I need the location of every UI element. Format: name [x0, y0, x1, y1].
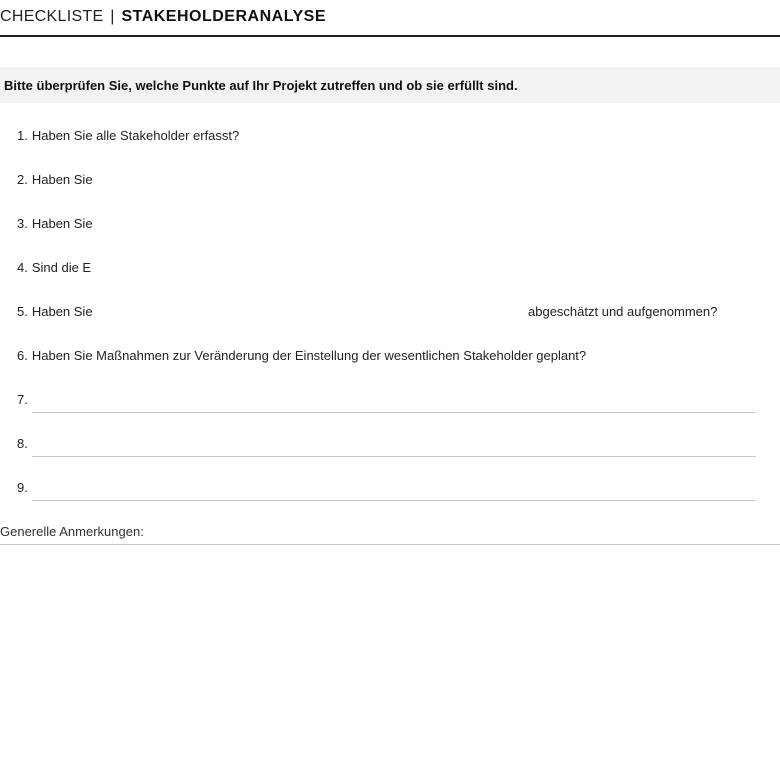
item-number: 9. [17, 480, 28, 495]
item-number: 8. [17, 436, 28, 451]
item-number: 4. [17, 260, 28, 275]
remarks-label: Generelle Anmerkungen: [0, 524, 144, 539]
checklist-item-9 [17, 480, 28, 495]
title-checkliste: CHECKLISTE [0, 8, 104, 25]
item-text: Haben Sie Maßnahmen zur Veränderung der Einstellung der wesentlichen Stakeholder geplant? [31, 348, 587, 363]
item-text: Haben Sie [31, 304, 93, 319]
item-text: Haben Sie [31, 216, 93, 231]
checklist-item-7 [17, 392, 28, 407]
checklist-item-3 [17, 216, 93, 231]
title-separator: | [110, 8, 115, 25]
page-header [0, 0, 780, 37]
blank-answer-line-8[interactable] [32, 456, 756, 457]
checklist-item-1 [17, 128, 239, 143]
item-number: 7. [17, 392, 28, 407]
item-number: 2. [17, 172, 28, 187]
checklist-item-5-continuation: abgeschätzt und aufgenommen? [528, 304, 718, 319]
checklist-item-2 [17, 172, 93, 187]
checklist-item-6 [17, 348, 586, 363]
item-text: Haben Sie alle Stakeholder erfasst? [31, 128, 240, 143]
item-number: 6. [17, 348, 28, 363]
item-number: 1. [17, 128, 28, 143]
checklist-item-8 [17, 436, 28, 451]
item-text: Haben Sie [31, 172, 93, 187]
checklist-item-4 [17, 260, 91, 275]
instruction-bar [0, 67, 780, 103]
remarks-line[interactable] [0, 544, 780, 545]
item-number: 5. [17, 304, 28, 319]
page-title [0, 8, 326, 26]
item-number: 3. [17, 216, 28, 231]
checklist-item-5 [17, 304, 93, 319]
blank-answer-line-7[interactable] [32, 412, 756, 413]
blank-answer-line-9[interactable] [32, 500, 756, 501]
title-stakeholderanalyse: STAKEHOLDERANALYSE [121, 8, 327, 25]
item-text: Sind die E [31, 260, 92, 275]
instruction-text: Bitte überprüfen Sie, welche Punkte auf Ihr Projekt zutreffen und ob sie erfüllt sind. [4, 78, 518, 93]
